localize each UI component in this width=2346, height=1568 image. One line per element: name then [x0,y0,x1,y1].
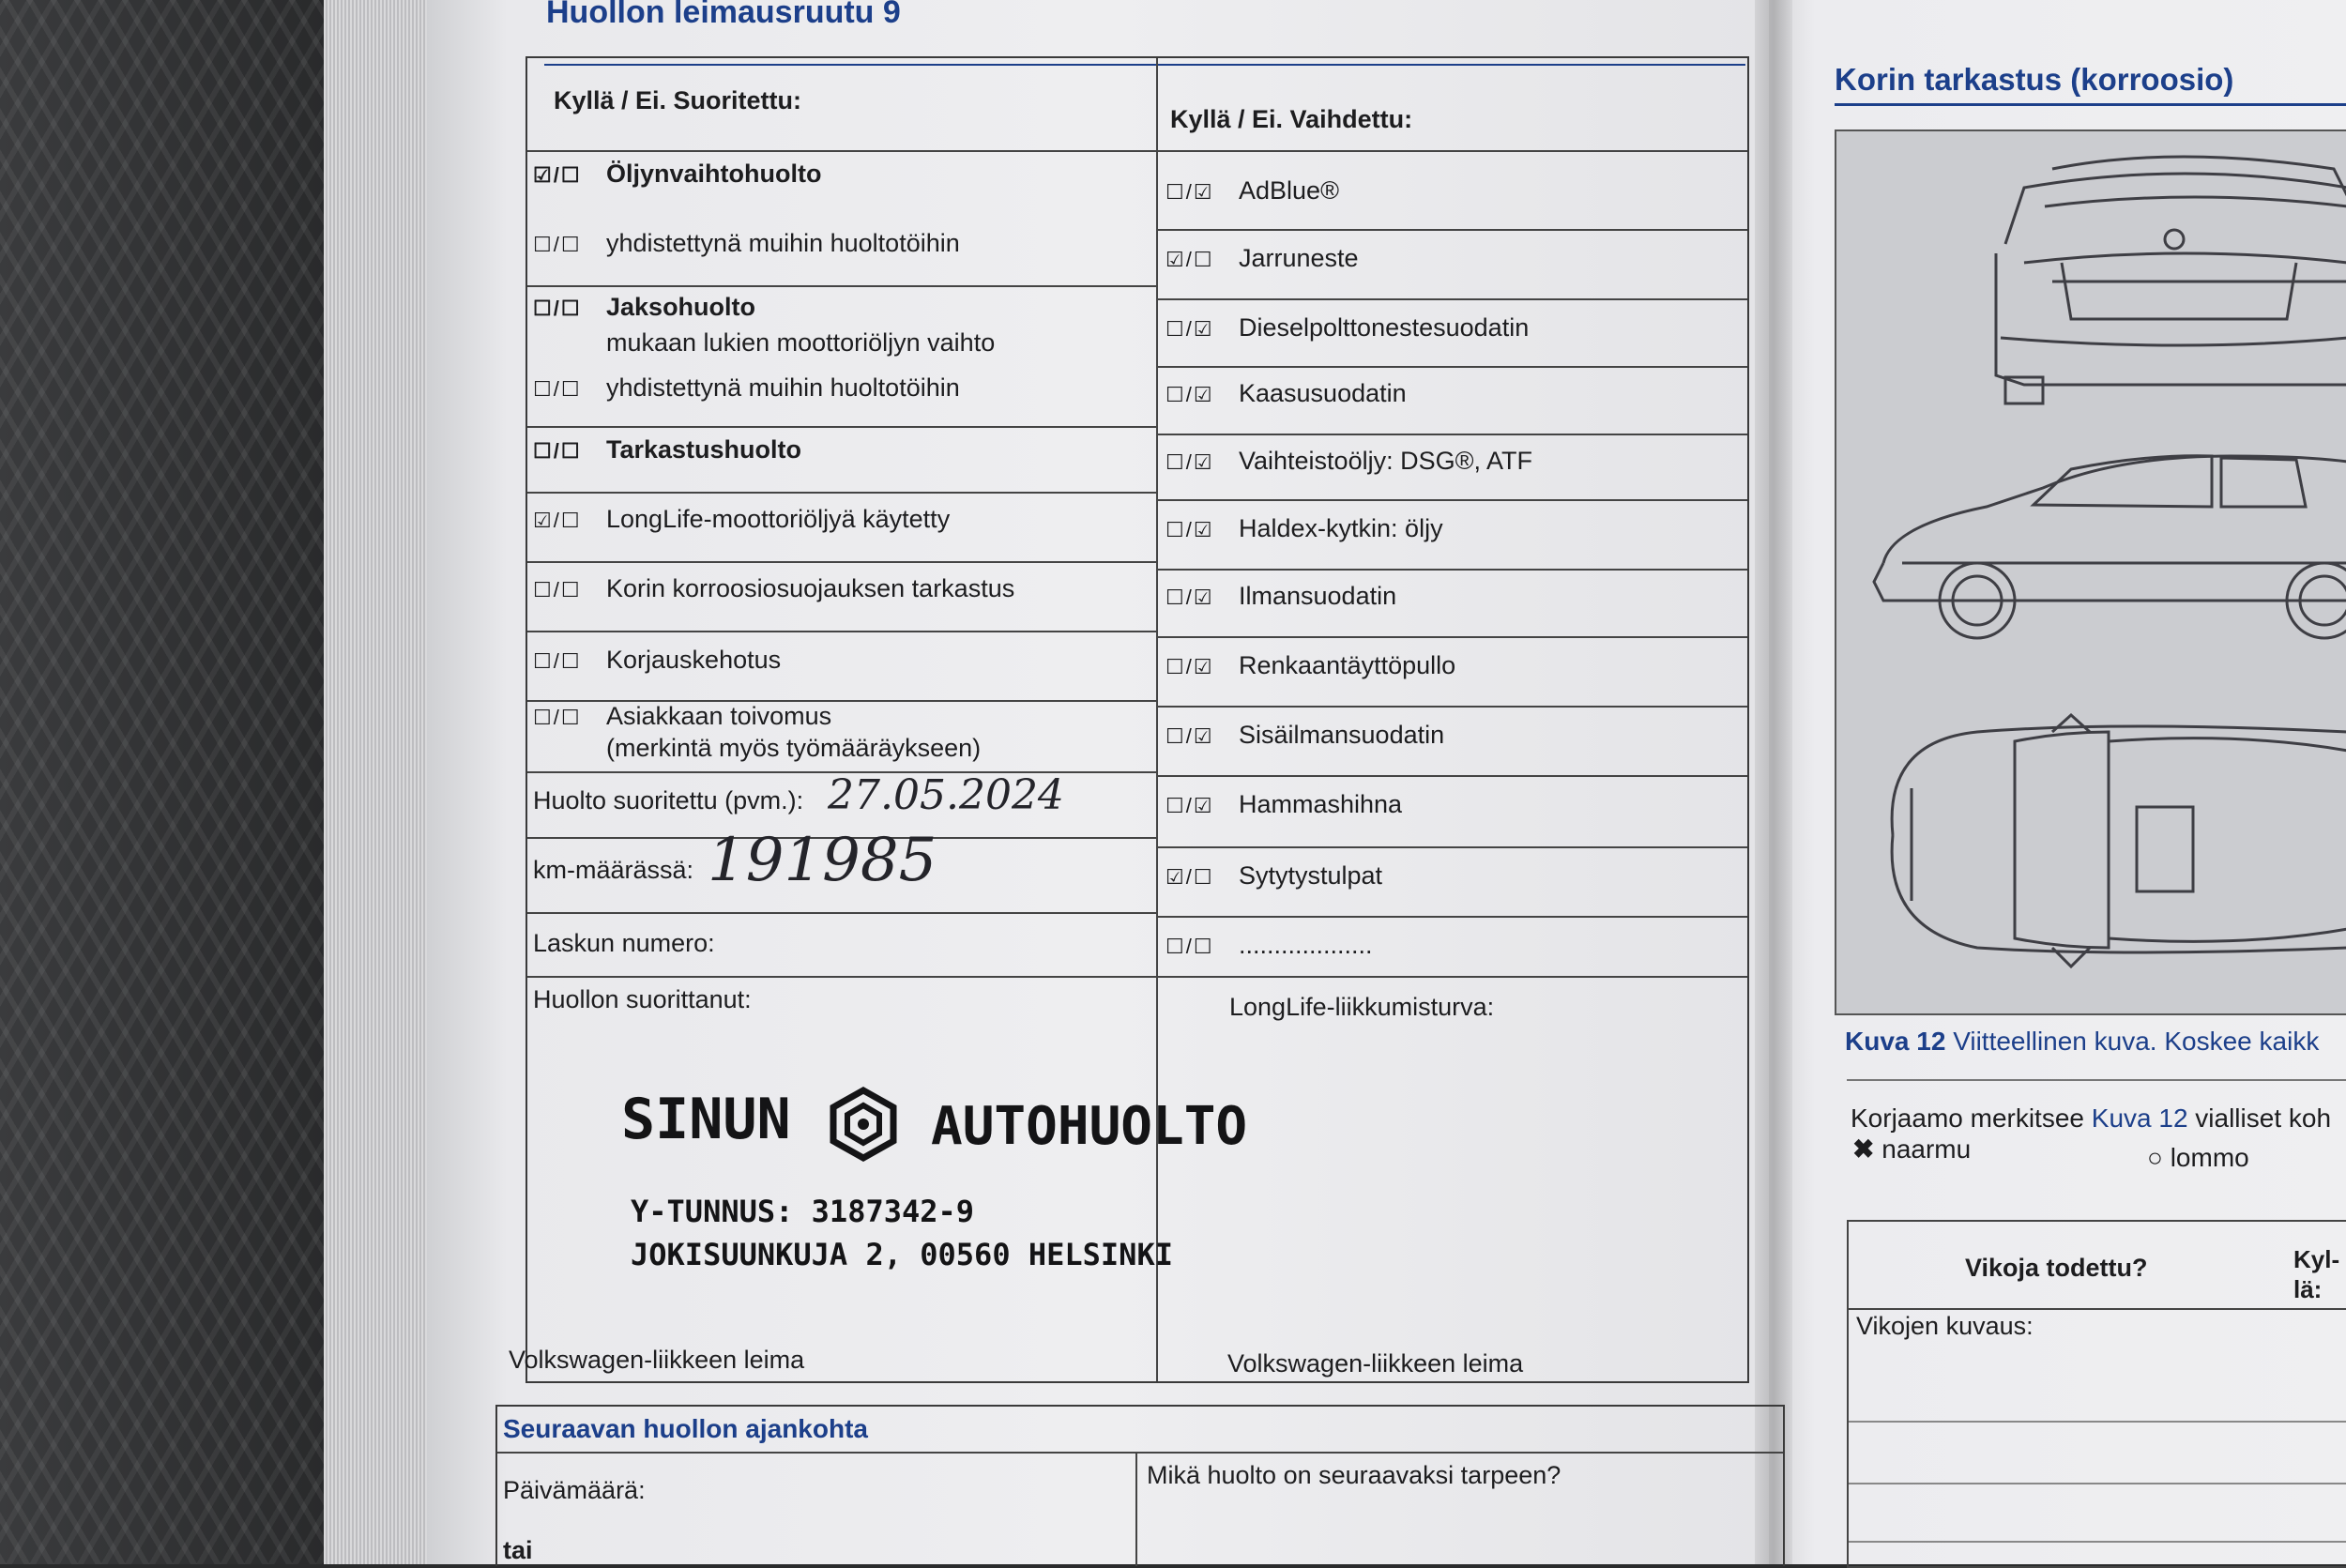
stamp-business-id: Y-TUNNUS: 3187342-9 [631,1194,975,1229]
checkbox-pair[interactable]: ☐/☑ [1165,794,1214,817]
left-column-header: Kyllä / Ei. Suoritettu: [554,86,802,114]
checkbox-pair[interactable]: ☐/☑ [1165,317,1214,341]
legend-scratch [1852,1134,1971,1165]
row-rule [527,976,1747,978]
row-rule [1156,636,1747,638]
instruction-text [1851,1104,2331,1134]
defects-table [1847,1220,2346,1568]
defects-yes: Kyl- lä: [2293,1245,2340,1303]
row-label: Kaasusuodatin [1239,379,1407,407]
row-rule [527,631,1156,632]
left-row-10 [606,734,981,763]
row-label: Ilmansuodatin [1239,582,1397,610]
row-label: yhdistettynä muihin huoltotöihin [606,373,960,402]
left-row-9 [533,702,831,731]
defects-rule [1849,1421,2346,1423]
instruction-link[interactable]: Kuva 12 [2091,1104,2188,1133]
row-label: Jaksohuolto [606,293,756,321]
right-row-0 [1165,176,1339,206]
invoice-number-label: Laskun numero: [533,929,715,957]
right-row-4 [1165,447,1532,476]
row-label: Sisäilmansuodatin [1239,721,1445,749]
stamp-company-name-left: SINUN [621,1087,791,1152]
legend-dent [2147,1143,2249,1173]
checkbox-pair[interactable]: ☐/☐ [533,297,582,320]
right-row-11 [1165,931,1373,960]
row-label: Haldex-kytkin: öljy [1239,514,1443,542]
row-rule [1156,706,1747,708]
row-label: Jarruneste [1239,244,1359,272]
figure-caption [1845,1027,2319,1057]
checkbox-pair[interactable]: ☑/☐ [533,163,582,187]
checkbox-pair[interactable]: ☐/☐ [533,233,582,256]
row-label: mukaan lukien moottoriöljyn vaihto [606,328,996,357]
cross-icon: ✖ [1852,1134,1875,1164]
right-column-header: Kyllä / Ei. Vaihdettu: [1170,105,1413,133]
checkbox-pair[interactable]: ☐/☑ [1165,180,1214,204]
right-row-9 [1165,790,1402,819]
stamp-company-name-right: AUTOHUOLTO [931,1096,1248,1157]
next-service-date-label: Päivämäärä: [503,1476,646,1504]
checkbox-pair[interactable]: ☐/☐ [533,439,582,463]
header-rule [527,150,1747,152]
row-label: Korin korroosiosuojauksen tarkastus [606,574,1015,602]
next-service-or-label: tai [503,1536,533,1564]
figure-caption-text: Viitteellinen kuva. Koskee kaikk [1953,1027,2320,1056]
left-row-3 [606,328,995,358]
right-stamp-label: Volkswagen-liikkeen leima [1227,1349,1524,1378]
right-row-7 [1165,651,1455,680]
next-service-box [495,1405,1785,1566]
next-service-title: Seuraavan huollon ajankohta [503,1414,868,1443]
right-row-2 [1165,313,1529,343]
row-label: Vaihteistoöljy: DSG®, ATF [1239,447,1532,475]
figure-number: Kuva 12 [1845,1027,1946,1056]
left-row-5 [533,435,801,464]
checkbox-pair[interactable]: ☐/☑ [1165,518,1214,541]
next-service-divider [1135,1452,1137,1566]
body-inspection-rule [1835,103,2346,106]
defects-header: Vikoja todettu? [1965,1254,2148,1282]
right-row-5 [1165,514,1443,543]
instruction-prefix: Korjaamo merkitsee [1851,1104,2084,1133]
row-label: Asiakkaan toivomus [606,702,832,730]
checkbox-pair[interactable]: ☐/☑ [1165,724,1214,748]
car-rear-view-icon [1836,131,2346,1013]
row-label: (merkintä myös työmääräykseen) [606,734,982,762]
circle-icon: ○ [2147,1143,2163,1172]
row-rule [527,561,1156,563]
checkbox-pair[interactable]: ☐/☑ [1165,655,1214,678]
row-rule [527,426,1156,428]
service-stamp-heading: Huollon leimausruutu 9 [546,0,901,30]
row-rule [527,285,1156,287]
row-label: Tarkastushuolto [606,435,802,464]
next-service-rule [497,1452,1783,1454]
legend-scratch-label: naarmu [1881,1134,1972,1164]
left-stamp-label: Volkswagen-liikkeen leima [509,1346,805,1374]
checkbox-pair[interactable]: ☐/☐ [1165,935,1214,958]
mobility-label: LongLife-liikkumisturva: [1229,993,1495,1021]
company-logo-icon [826,1087,901,1166]
defects-rule [1849,1308,2346,1310]
row-label: yhdistettynä muihin huoltotöihin [606,229,960,257]
row-label: ................... [1239,931,1373,959]
left-row-6 [533,505,950,534]
row-rule [1156,499,1747,501]
performer-label: Huollon suorittanut: [533,985,752,1013]
row-label: Öljynvaihtohuolto [606,160,822,188]
next-service-question: Mikä huolto on seuraavaksi tarpeen? [1147,1461,1561,1489]
right-row-8 [1165,721,1444,750]
defects-rule [1849,1541,2346,1543]
row-rule [527,912,1156,914]
left-row-1 [533,229,960,258]
row-label: AdBlue® [1239,176,1339,205]
checkbox-pair[interactable]: ☐/☑ [1165,586,1214,609]
row-label: Korjauskehotus [606,646,782,674]
row-rule [1156,298,1747,300]
caption-rule [1847,1079,2346,1081]
checkbox-pair[interactable]: ☐/☐ [533,706,582,729]
row-label: Hammashihna [1239,790,1403,818]
left-row-2 [533,293,755,322]
right-row-6 [1165,582,1396,611]
instruction-suffix: vialliset koh [2195,1104,2332,1133]
row-label: Renkaantäyttöpullo [1239,651,1456,679]
service-date-label: Huolto suoritettu (pvm.): [533,786,804,814]
checkbox-pair[interactable]: ☐/☐ [533,578,582,601]
defects-rule [1849,1483,2346,1484]
row-rule [1156,916,1747,918]
left-row-0 [533,160,822,189]
right-row-1 [1165,244,1359,273]
column-divider [1156,58,1158,1381]
service-form-table [509,56,1749,1383]
row-rule [1156,434,1747,435]
defects-description-label: Vikojen kuvaus: [1856,1312,2034,1340]
stamp-address: JOKISUUNKUJA 2, 00560 HELSINKI [631,1237,1173,1272]
row-rule [1156,366,1747,368]
legend-dent-label: lommo [2170,1143,2249,1172]
row-label: LongLife-moottoriöljyä käytetty [606,505,951,533]
left-row-4 [533,373,960,403]
row-rule [527,492,1156,494]
checkbox-pair[interactable]: ☐/☑ [1165,383,1214,406]
mileage-value: 191985 [708,826,937,895]
right-row-3 [1165,379,1407,408]
checkbox-pair[interactable]: ☐/☐ [533,649,582,673]
left-row-8 [533,646,781,675]
right-row-10 [1165,861,1382,891]
row-rule [1156,569,1747,571]
checkbox-pair[interactable]: ☐/☑ [1165,450,1214,474]
book-spine [1755,0,1792,1564]
left-row-7 [533,574,1014,603]
checkbox-pair[interactable]: ☑/☐ [533,509,582,532]
service-date-value: 27.05.2024 [828,771,1064,819]
checkbox-pair[interactable]: ☐/☐ [533,377,582,401]
row-rule [1156,229,1747,231]
row-label: Sytytystulpat [1239,861,1383,890]
row-rule [1156,846,1747,848]
checkbox-pair[interactable]: ☑/☐ [1165,865,1214,889]
checkbox-pair[interactable]: ☑/☐ [1165,248,1214,271]
row-rule [1156,775,1747,777]
mileage-label: km-määrässä: [533,856,694,884]
row-label: Dieselpolttonestesuodatin [1239,313,1530,342]
body-inspection-heading: Korin tarkastus (korroosio) [1835,62,2234,97]
car-diagram-frame [1835,129,2346,1015]
